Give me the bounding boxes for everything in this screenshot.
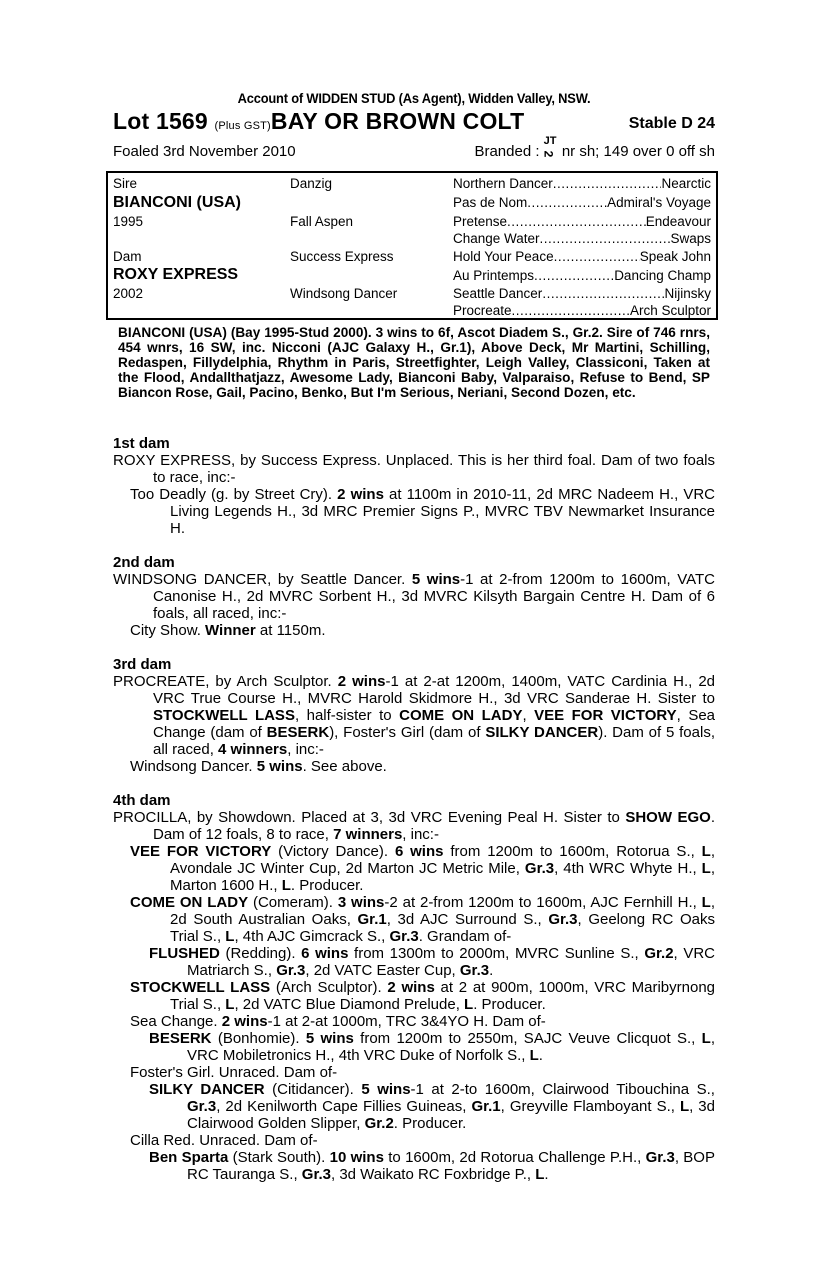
vendor-account: Account of WIDDEN STUD (As Agent), Widden Valley, NSW. bbox=[237, 90, 591, 106]
progeny-entry: BESERK (Bonhomie). 5 wins from 1200m to 2550m, SAJC Veuve Clicquot S., L, VRC Mobiletronics H., 4th VRC Duke of Norfolk S., L. bbox=[149, 1030, 715, 1064]
dam-name: ROXY EXPRESS bbox=[113, 266, 239, 283]
sire-sire: Danzig bbox=[290, 176, 333, 191]
dam-dam: Windsong Dancer bbox=[290, 286, 398, 301]
lot-number: Lot 1569 bbox=[113, 108, 208, 134]
lot-title bbox=[113, 108, 524, 135]
progeny-entry: Ben Sparta (Stark South). 10 wins to 1600m, 2d Rotorua Challenge P.H., Gr.3, BOP RC Tauranga S., Gr.3, 3d Waikato RC Foxbridge P., L. bbox=[149, 1149, 715, 1183]
second-dam-section bbox=[113, 554, 715, 639]
brand-mark-icon: JT 2 bbox=[541, 135, 557, 158]
dam-paragraph: PROCREATE, by Arch Sculptor. 2 wins-1 at 2-at 1200m, 1400m, VATC Cardinia H., 2d VRC True Course H., MVRC Harold Skidmore H., 3d VRC Sanderae H. Sister to STOCKWELL LASS, half-sister to COME ON LADY, VEE FOR VICTORY, Sea Change (dam of BESERK), Foster's Girl (dam of SILKY DANCER). Dam of 5 foals, all raced, 4 winners, inc:- bbox=[113, 673, 716, 758]
lot-header bbox=[113, 108, 715, 136]
progeny-entry: STOCKWELL LASS (Arch Sculptor). 2 wins at 2 at 900m, 1000m, VRC Maribyrnong Trial S., L, 2d VATC Blue Diamond Prelude, L. Producer. bbox=[130, 979, 716, 1013]
foaled-date: Foaled 3rd November 2010 bbox=[113, 143, 296, 160]
dam-sire: Success Express bbox=[290, 249, 394, 264]
pedigree-table bbox=[106, 171, 718, 320]
sire-label: Sire bbox=[113, 176, 138, 191]
gen3-row: Northern Dancer ..... Nearctic bbox=[453, 176, 711, 191]
gen3-row: Change Water ..... Swaps bbox=[453, 231, 711, 246]
progeny-entry: FLUSHED (Redding). 6 wins from 1300m to 2000m, MVRC Sunline S., Gr.2, VRC Matriarch S., Gr.3, 2d VATC Easter Cup, Gr.3. bbox=[149, 945, 715, 979]
gen3-row: Au Printemps ..... Dancing Champ bbox=[453, 268, 711, 283]
gen3-row: Pas de Nom ..... Admiral's Voyage bbox=[453, 195, 711, 210]
progeny-entry: SILKY DANCER (Citidancer). 5 wins-1 at 2-to 1600m, Clairwood Tibouchina S., Gr.3, 2d Kenilworth Cape Fillies Guineas, Gr.1, Greyville Flamboyant S., L, 3d Clairwood Golden Slipper, Gr.2. Producer. bbox=[149, 1081, 715, 1132]
section-title: 1st dam bbox=[113, 435, 170, 452]
progeny-entry: VEE FOR VICTORY (Victory Dance). 6 wins from 1200m to 1600m, Rotorua S., L, Avondale JC Winter Cup, 2d Marton JC Metric Mile, Gr.3, 4th WRC Whyte H., L, Marton 1600 H., L. Producer. bbox=[130, 843, 716, 894]
section-title: 4th dam bbox=[113, 792, 171, 809]
fourth-dam-section bbox=[113, 792, 715, 1183]
progeny-entry: Sea Change. 2 wins-1 at 2-at 1000m, TRC 3&4YO H. Dam of- bbox=[130, 1013, 546, 1030]
section-title: 2nd dam bbox=[113, 554, 175, 571]
first-dam-section bbox=[113, 435, 715, 537]
progeny-entry: COME ON LADY (Comeram). 3 wins-2 at 2-from 1200m to 1600m, AJC Fernhill H., L, 2d South Australian Oaks, Gr.1, 3d AJC Surround S., Gr.3, Geelong RC Oaks Trial S., L, 4th AJC Gimcrack S., Gr.3. Grandam of- bbox=[130, 894, 715, 945]
progeny-entry: Cilla Red. Unraced. Dam of- bbox=[130, 1132, 318, 1149]
gen3-row: Procreate ..... Arch Sculptor bbox=[453, 303, 711, 318]
horse-description: BAY OR BROWN COLT bbox=[270, 108, 525, 134]
branded-label: Branded : bbox=[474, 143, 544, 160]
progeny-entry: Too Deadly (g. by Street Cry). 2 wins at 1100m in 2010-11, 2d MRC Nadeem H., VRC Living Legends H., 3d MRC Premier Signs P., MVRC TBV Newmarket Insurance H. bbox=[130, 486, 715, 537]
dam-paragraph: WINDSONG DANCER, by Seattle Dancer. 5 wins-1 at 2-from 1200m to 1600m, VATC Canonise H., 2d MVRC Sorbent H., 3d MVRC Kilsyth Bargain Centre H. Dam of 6 foals, all raced, inc:- bbox=[113, 571, 716, 622]
plus-gst: (Plus GST) bbox=[214, 120, 271, 132]
stable-location: Stable D 24 bbox=[628, 115, 715, 132]
dam-year: 2002 bbox=[113, 286, 144, 301]
branded-detail: nr sh; 149 over 0 off sh bbox=[557, 143, 715, 160]
section-title: 3rd dam bbox=[113, 656, 172, 673]
sire-dam: Fall Aspen bbox=[290, 214, 354, 229]
dam-label: Dam bbox=[113, 249, 142, 264]
gen3-row: Pretense ..... Endeavour bbox=[453, 214, 711, 229]
progeny-entry: City Show. Winner at 1150m. bbox=[130, 622, 326, 639]
dam-paragraph: ROXY EXPRESS, by Success Express. Unplaced. This is her third foal. Dam of two foals to race, inc:- bbox=[113, 452, 715, 486]
gen3-row: Hold Your Peace ..... Speak John bbox=[453, 249, 711, 264]
sire-name: BIANCONI (USA) bbox=[113, 194, 241, 211]
dam-paragraph: PROCILLA, by Showdown. Placed at 3, 3d VRC Evening Peal H. Sister to SHOW EGO. Dam of 12 foals, 8 to race, 7 winners, inc:- bbox=[113, 809, 716, 843]
sire-summary: BIANCONI (USA) (Bay 1995-Stud 2000). 3 wins to 6f, Ascot Diadem S., Gr.2. Sire of 746 rnrs, 454 wnrs, 16 SW, inc. Nicconi (AJC Galaxy H., Gr.1), Above Deck, Mr Martini, Schilling, Redaspen, Fillydelphia, Rhythm in Paris, Streetfighter, Leigh Valley, Classiconi, Taken at the Flood, Andallthatjazz, Awesome Lady, Bianconi Baby, Valparaiso, Refuse to Bend, SP Biancon Rose, Gail, Pacino, Benko, But I'm Serious, Neriani, Second Dozen, etc. bbox=[118, 325, 710, 400]
brand-info bbox=[474, 135, 715, 160]
progeny-entry: Windsong Dancer. 5 wins. See above. bbox=[130, 758, 387, 775]
sire-year: 1995 bbox=[113, 214, 144, 229]
gen3-row: Seattle Dancer ..... Nijinsky bbox=[453, 286, 711, 301]
progeny-entry: Foster's Girl. Unraced. Dam of- bbox=[130, 1064, 338, 1081]
third-dam-section bbox=[113, 656, 715, 775]
